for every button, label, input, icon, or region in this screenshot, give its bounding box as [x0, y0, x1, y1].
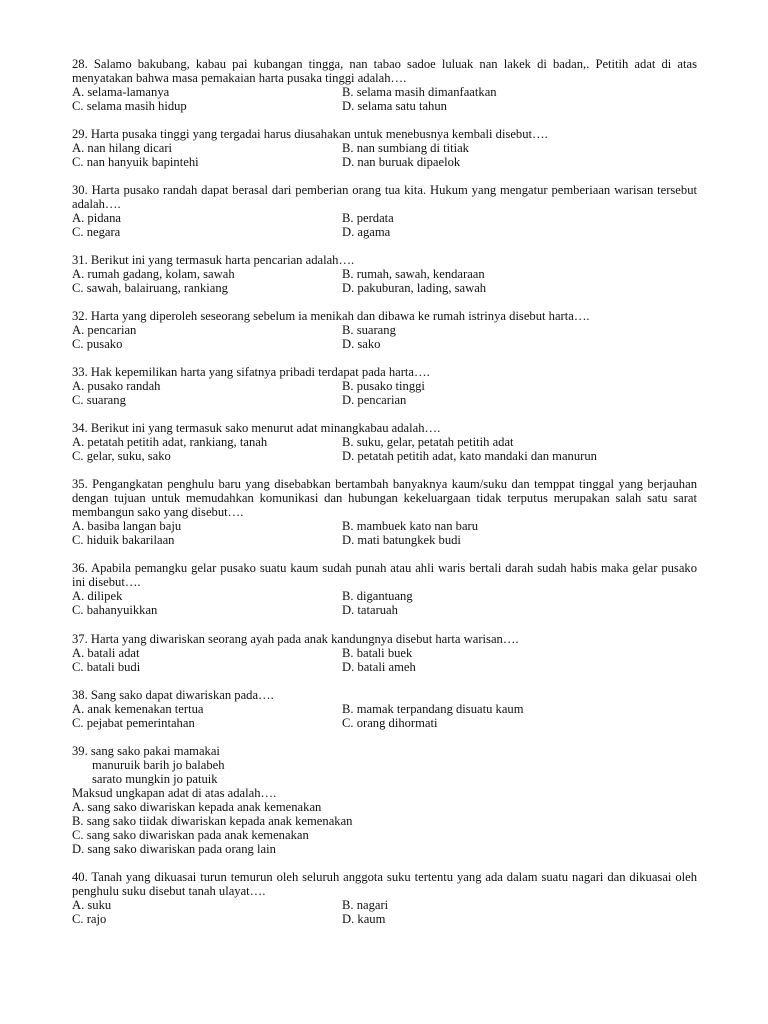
option-c: C. rajo	[72, 912, 107, 926]
option-a: A. petatah petitih adat, rankiang, tanah	[72, 435, 268, 449]
option-c: C. batali budi	[72, 660, 141, 674]
option-b: B. suku, gelar, petatah petitih adat	[342, 435, 514, 449]
question-28	[72, 57, 697, 113]
option-d: D. selama satu tahun	[342, 99, 447, 113]
option-a: A. sang sako diwariskan kepada anak kemenakan	[72, 800, 322, 814]
option-a: A. pidana	[72, 211, 121, 225]
option-a: A. pencarian	[72, 323, 137, 337]
options	[72, 267, 697, 295]
option-b: B. sang sako tiidak diwariskan kepada anak kemenakan	[72, 814, 353, 828]
options	[72, 211, 697, 239]
option-d: D. mati batungkek budi	[342, 533, 461, 547]
question-34	[72, 421, 697, 463]
verse-line: manuruik barih jo balabeh	[92, 758, 225, 772]
option-b: B. pusako tinggi	[342, 379, 425, 393]
option-d: D. batali ameh	[342, 660, 416, 674]
question-stem: 28. Salamo bakubang, kabau pai kubangan tingga, nan tabao sadoe luluak nan lakek di badan,. Petitih adat di atas menyatakan bahwa masa pemakaian harta pusaka tinggi adalah….	[72, 57, 697, 85]
options	[72, 898, 697, 926]
options	[72, 702, 697, 730]
option-b: B. mamak terpandang disuatu kaum	[342, 702, 524, 716]
verse-line: sarato mungkin jo patuik	[92, 772, 218, 786]
option-a: A. batali adat	[72, 646, 140, 660]
option-c: C. sawah, balairuang, rankiang	[72, 281, 228, 295]
option-c: C. negara	[72, 225, 121, 239]
option-a: A. basiba langan baju	[72, 519, 182, 533]
options	[72, 323, 697, 351]
options	[72, 646, 697, 674]
options	[72, 800, 697, 856]
option-c: C. hiduik bakarilaan	[72, 533, 175, 547]
option-d: D. sang sako diwariskan pada orang lain	[72, 842, 276, 856]
question-stem: 32. Harta yang diperoleh seseorang sebelum ia menikah dan dibawa ke rumah istrinya disebut harta….	[72, 309, 590, 323]
option-d: D. nan buruak dipaelok	[342, 155, 461, 169]
question-stem: 34. Berikut ini yang termasuk sako menurut adat minangkabau adalah….	[72, 421, 441, 435]
option-b: B. batali buek	[342, 646, 413, 660]
option-c: C. pejabat pemerintahan	[72, 716, 195, 730]
option-a: A. anak kemenakan tertua	[72, 702, 204, 716]
question-stem: 29. Harta pusaka tinggi yang tergadai harus diusahakan untuk menebusnya kembali disebut….	[72, 127, 548, 141]
question-31	[72, 253, 697, 295]
option-c: C. selama masih hidup	[72, 99, 187, 113]
verse-line: 39. sang sako pakai mamakai	[72, 744, 220, 758]
option-b: B. mambuek kato nan baru	[342, 519, 479, 533]
question-29	[72, 127, 697, 169]
option-c: C. suarang	[72, 393, 126, 407]
option-a: A. rumah gadang, kolam, sawah	[72, 267, 235, 281]
option-d: D. pencarian	[342, 393, 407, 407]
option-d: D. agama	[342, 225, 391, 239]
options	[72, 519, 697, 547]
option-b: B. digantuang	[342, 589, 413, 603]
adat-verse	[72, 744, 697, 786]
question-stem: Maksud ungkapan adat di atas adalah….	[72, 786, 277, 800]
question-stem: 38. Sang sako dapat diwariskan pada….	[72, 688, 274, 702]
option-d: D. kaum	[342, 912, 386, 926]
option-b: B. rumah, sawah, kendaraan	[342, 267, 485, 281]
question-stem: 37. Harta yang diwariskan seorang ayah pada anak kandungnya disebut harta warisan….	[72, 632, 519, 646]
option-c: C. pusako	[72, 337, 123, 351]
question-stem: 35. Pengangkatan penghulu baru yang disebabkan bertambah banyaknya kaum/suku dan temppat tinggal yang berjauhan dengan tujuan untuk memudahkan komunikasi dan hubungan kekeluargaan tidak terputus merupakan salah satu sarat membangun sako yang disebut….	[72, 477, 697, 519]
question-40	[72, 870, 697, 926]
option-d: C. orang dihormati	[342, 716, 438, 730]
options	[72, 141, 697, 169]
question-stem: 36. Apabila pemangku gelar pusako suatu kaum sudah punah atau ahli waris bertali darah sudah habis maka gelar pusako ini disebut….	[72, 561, 697, 589]
options	[72, 379, 697, 407]
question-38	[72, 688, 697, 730]
question-33	[72, 365, 697, 407]
option-c: C. nan hanyuik bapintehi	[72, 155, 199, 169]
question-35	[72, 477, 697, 547]
question-39	[72, 744, 697, 856]
option-c: C. sang sako diwariskan pada anak kemenakan	[72, 828, 309, 842]
option-a: A. dilipek	[72, 589, 123, 603]
question-stem: 33. Hak kepemilikan harta yang sifatnya pribadi terdapat pada harta….	[72, 365, 430, 379]
options	[72, 589, 697, 617]
question-36	[72, 561, 697, 617]
option-b: B. suarang	[342, 323, 396, 337]
option-d: D. sako	[342, 337, 381, 351]
option-b: B. nagari	[342, 898, 389, 912]
options	[72, 85, 697, 113]
question-stem: 30. Harta pusako randah dapat berasal dari pemberian orang tua kita. Hukum yang mengatur pemberiaan warisan tersebut adalah….	[72, 183, 697, 211]
question-stem: 40. Tanah yang dikuasai turun temurun oleh seluruh anggota suku tertentu yang ada dalam suatu nagari dan dikuasai oleh penghulu suku disebut tanah ulayat….	[72, 870, 697, 898]
option-b: B. selama masih dimanfaatkan	[342, 85, 497, 99]
option-a: A. selama-lamanya	[72, 85, 170, 99]
option-a: A. nan hilang dicari	[72, 141, 173, 155]
option-a: A. suku	[72, 898, 112, 912]
option-b: B. perdata	[342, 211, 394, 225]
option-a: A. pusako randah	[72, 379, 161, 393]
option-d: D. pakuburan, lading, sawah	[342, 281, 487, 295]
option-c: C. bahanyuikkan	[72, 603, 158, 617]
options	[72, 435, 697, 463]
question-stem: 31. Berikut ini yang termasuk harta pencarian adalah….	[72, 253, 355, 267]
option-d: D. tataruah	[342, 603, 398, 617]
option-b: B. nan sumbiang di titiak	[342, 141, 469, 155]
question-37	[72, 632, 697, 674]
option-d: D. petatah petitih adat, kato mandaki dan manurun	[342, 449, 597, 463]
question-30	[72, 183, 697, 239]
question-32	[72, 309, 697, 351]
option-c: C. gelar, suku, sako	[72, 449, 171, 463]
